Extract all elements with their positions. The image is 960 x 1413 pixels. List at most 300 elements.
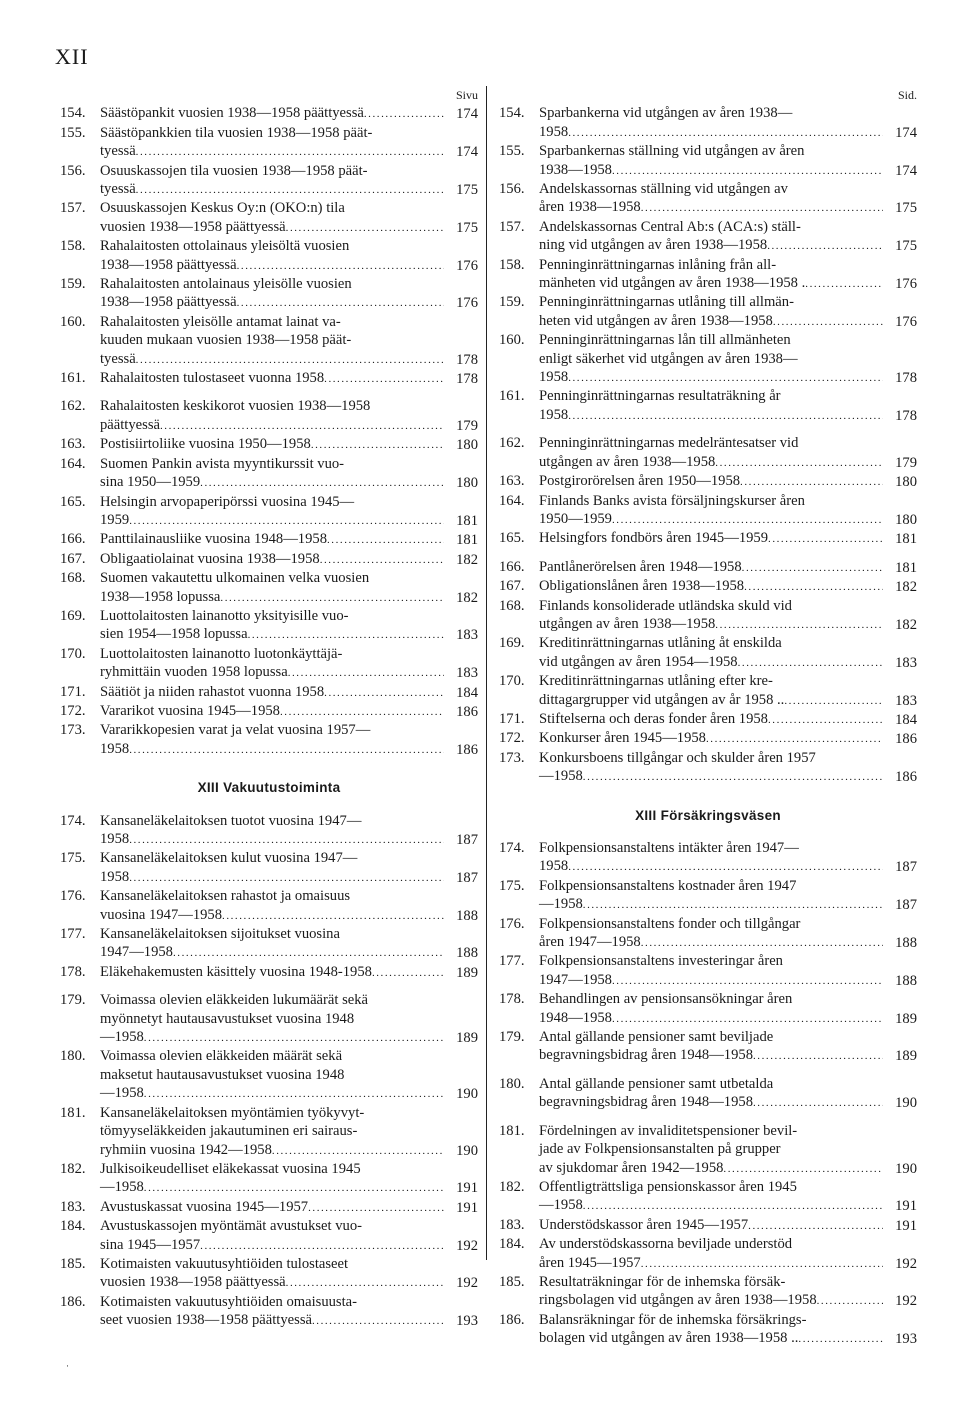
toc-entry[interactable] bbox=[60, 493, 478, 531]
entry-title-text: Kansaneläkelaitoksen kulut vuosina 1947— bbox=[100, 850, 358, 867]
entry-title-line bbox=[499, 933, 917, 952]
entry-title-line bbox=[499, 453, 917, 472]
dot-leader bbox=[715, 453, 883, 472]
entry-number: 169. bbox=[499, 635, 525, 652]
toc-entry[interactable] bbox=[499, 1235, 917, 1273]
toc-entry[interactable] bbox=[499, 104, 917, 142]
entry-title-text: utgången av åren 1938—1958 bbox=[539, 453, 716, 470]
entry-page-number: 179 bbox=[895, 454, 917, 471]
entry-title-line bbox=[60, 1028, 478, 1047]
entry-title-line bbox=[499, 1235, 917, 1253]
entry-number: 184. bbox=[60, 1218, 86, 1235]
entry-title-text: Säästöpankkien tila vuosien 1938—1958 päät- bbox=[100, 124, 373, 141]
entry-page-number: 190 bbox=[895, 1095, 917, 1112]
entry-page-number: 186 bbox=[456, 703, 478, 720]
dot-leader bbox=[740, 472, 883, 491]
group-gap bbox=[499, 425, 917, 434]
entry-title-text: —1958 bbox=[539, 1197, 583, 1214]
entry-title-line bbox=[60, 1178, 478, 1197]
entry-title-text: heten vid utgången av åren 1938—1958 bbox=[539, 312, 773, 329]
entry-title-text: åren 1947—1958 bbox=[539, 934, 641, 951]
entry-title-line bbox=[60, 991, 478, 1009]
entry-title-line bbox=[499, 877, 917, 895]
entry-title-text: enligt säkerhet vid utgången av åren 1938— bbox=[539, 350, 798, 367]
toc-entry[interactable] bbox=[60, 237, 478, 275]
entry-number: 169. bbox=[60, 607, 86, 624]
dot-leader bbox=[641, 1254, 883, 1273]
entry-title-line bbox=[60, 104, 478, 123]
entry-title-line bbox=[60, 1047, 478, 1065]
entry-title-line bbox=[60, 868, 478, 887]
entry-number: 163. bbox=[499, 473, 525, 490]
entry-title-line bbox=[499, 1291, 917, 1310]
entry-number: 179. bbox=[60, 992, 86, 1009]
toc-entry[interactable] bbox=[60, 702, 478, 721]
entry-page-number: 174 bbox=[895, 124, 917, 141]
entry-number: 186. bbox=[60, 1293, 86, 1310]
entry-title-line bbox=[499, 492, 917, 510]
toc-list-section bbox=[499, 839, 917, 1349]
entry-page-number: 192 bbox=[895, 1293, 917, 1310]
entry-page-number: 174 bbox=[456, 144, 478, 161]
toc-entry[interactable] bbox=[499, 218, 917, 256]
entry-title-text: Rahalaitosten tulostaseet vuonna 1958 bbox=[100, 370, 325, 387]
entry-number: 178. bbox=[499, 991, 525, 1008]
toc-entry[interactable] bbox=[60, 925, 478, 963]
toc-entry[interactable] bbox=[499, 597, 917, 635]
entry-title-line bbox=[60, 511, 478, 530]
toc-entry[interactable] bbox=[499, 672, 917, 710]
entry-title-line bbox=[60, 199, 478, 217]
entry-page-number: 182 bbox=[895, 579, 917, 596]
entry-title-text: vuosina 1947—1958 bbox=[100, 906, 223, 923]
dot-leader bbox=[173, 943, 444, 962]
toc-entry[interactable] bbox=[60, 530, 478, 549]
entry-title-text: vuosien 1938—1958 päättyessä bbox=[100, 218, 286, 235]
entry-title-text: Kansaneläkelaitoksen myöntämien työkyvyt- bbox=[100, 1104, 365, 1121]
entry-page-number: 175 bbox=[456, 219, 478, 236]
entry-title-line bbox=[499, 749, 917, 767]
entry-number: 168. bbox=[499, 597, 525, 614]
entry-title-line bbox=[60, 313, 478, 331]
entry-number: 157. bbox=[60, 200, 86, 217]
entry-title-text: Penninginrättningarnas lån till allmänheten bbox=[539, 332, 791, 349]
toc-entry[interactable] bbox=[499, 180, 917, 218]
entry-page-number: 174 bbox=[456, 106, 478, 123]
group-gap bbox=[499, 1066, 917, 1075]
entry-title-line bbox=[499, 104, 917, 122]
toc-entry[interactable] bbox=[60, 607, 478, 645]
entry-title-text: 1958 bbox=[539, 369, 569, 386]
entry-title-line bbox=[60, 740, 478, 759]
entry-title-line bbox=[60, 569, 478, 587]
toc-entry[interactable] bbox=[60, 124, 478, 162]
toc-list bbox=[499, 104, 917, 786]
entry-title-text: mänheten vid utgången av åren 1938—1958 . bbox=[539, 275, 806, 292]
toc-entry[interactable] bbox=[60, 550, 478, 569]
entry-title-line bbox=[60, 1066, 478, 1084]
entry-page-number: 178 bbox=[456, 351, 478, 368]
entry-page-number: 189 bbox=[895, 1048, 917, 1065]
dot-leader bbox=[641, 933, 883, 952]
toc-entry[interactable] bbox=[60, 1047, 478, 1103]
entry-title-text: Offentligträttsliga pensionskassor åren 1945 bbox=[539, 1178, 797, 1195]
entry-title-text: tyessä bbox=[100, 181, 136, 198]
toc-entry[interactable] bbox=[499, 577, 917, 596]
toc-entry[interactable] bbox=[499, 839, 917, 877]
toc-entry[interactable] bbox=[60, 683, 478, 702]
entry-page-number: 191 bbox=[895, 1198, 917, 1215]
toc-entry[interactable] bbox=[499, 293, 917, 331]
dot-leader bbox=[583, 895, 883, 914]
dot-leader bbox=[327, 530, 444, 549]
entry-number: 177. bbox=[499, 953, 525, 970]
entry-number: 157. bbox=[499, 218, 525, 235]
entry-title-text: Helsingfors fondbörs åren 1945—1959 bbox=[539, 530, 769, 547]
entry-title-text: åren 1945—1957 bbox=[539, 1254, 641, 1271]
entry-title-text: Sparbankerna vid utgången av åren 1938— bbox=[539, 105, 793, 122]
toc-entry[interactable] bbox=[499, 1311, 917, 1349]
entry-title-text: Obligationslånen åren 1938—1958 bbox=[539, 578, 745, 595]
toc-entry[interactable] bbox=[499, 142, 917, 180]
toc-entry[interactable] bbox=[60, 849, 478, 887]
toc-entry[interactable] bbox=[499, 749, 917, 787]
entry-title-line bbox=[499, 1046, 917, 1065]
entry-page-number: 186 bbox=[895, 731, 917, 748]
entry-page-number: 188 bbox=[456, 945, 478, 962]
entry-title-text: ryhmiin vuosina 1942—1958 bbox=[100, 1141, 272, 1158]
entry-title-line bbox=[499, 895, 917, 914]
entry-title-line bbox=[499, 1140, 917, 1158]
entry-page-number: 179 bbox=[456, 417, 478, 434]
entry-page-number: 178 bbox=[456, 371, 478, 388]
toc-entry[interactable] bbox=[499, 952, 917, 990]
group-gap bbox=[60, 388, 478, 397]
entry-title-line bbox=[60, 293, 478, 312]
entry-title-text: Rahalaitosten keskikorot vuosien 1938—1958 bbox=[100, 398, 371, 415]
entry-title-line bbox=[60, 416, 478, 435]
toc-entry[interactable] bbox=[499, 1273, 917, 1311]
entry-title-line bbox=[499, 1159, 917, 1178]
entry-title-text: Suomen Pankin avista myyntikurssit vuo- bbox=[100, 455, 345, 472]
entry-page-number: 178 bbox=[895, 407, 917, 424]
entry-title-line bbox=[60, 812, 478, 830]
entry-title-line bbox=[499, 1093, 917, 1112]
dot-leader bbox=[568, 368, 883, 387]
entry-title-line bbox=[499, 1196, 917, 1215]
entry-title-text: Osuuskassojen Keskus Oy:n (OKO:n) tila bbox=[100, 200, 345, 217]
entry-title-text: 1938—1958 päättyessä bbox=[100, 294, 237, 311]
dot-leader bbox=[753, 1046, 883, 1065]
entry-page-number: 181 bbox=[895, 531, 917, 548]
entry-number: 178. bbox=[60, 963, 86, 980]
page-column-header: Sid. bbox=[897, 88, 917, 102]
entry-title-line bbox=[60, 275, 478, 293]
entry-number: 158. bbox=[499, 256, 525, 273]
entry-title-line bbox=[499, 990, 917, 1008]
entry-title-line bbox=[499, 597, 917, 615]
toc-entry[interactable] bbox=[60, 887, 478, 925]
entry-page-number: 191 bbox=[456, 1180, 478, 1197]
dot-leader bbox=[612, 510, 883, 529]
entry-title-line bbox=[60, 142, 478, 161]
dot-leader bbox=[136, 350, 444, 369]
entry-title-text: Kreditinrättningarnas utlåning åt enskilda bbox=[539, 635, 782, 652]
entry-title-text: Penninginrättningarnas resultaträkning år bbox=[539, 388, 781, 405]
entry-number: 180. bbox=[499, 1075, 525, 1092]
entry-title-text: vuosien 1938—1958 päättyessä bbox=[100, 1274, 286, 1291]
entry-title-text: tyessä bbox=[100, 143, 136, 160]
toc-entry[interactable] bbox=[60, 991, 478, 1047]
toc-entry[interactable] bbox=[499, 331, 917, 387]
entry-title-text: Antal gällande pensioner samt beviljade bbox=[539, 1029, 774, 1046]
toc-entry[interactable] bbox=[60, 455, 478, 493]
entry-number: 170. bbox=[60, 645, 86, 662]
toc-entry[interactable] bbox=[499, 990, 917, 1028]
dot-leader bbox=[288, 663, 444, 682]
toc-entry[interactable] bbox=[60, 313, 478, 369]
dot-leader bbox=[272, 1141, 444, 1160]
entry-title-line bbox=[499, 256, 917, 274]
entry-title-line bbox=[499, 729, 917, 748]
dot-leader bbox=[715, 615, 883, 634]
entry-page-number: 176 bbox=[895, 313, 917, 330]
entry-title-line bbox=[499, 653, 917, 672]
entry-title-line bbox=[499, 1311, 917, 1329]
entry-title-text: 1948—1958 bbox=[539, 1009, 612, 1026]
entry-title-line bbox=[60, 256, 478, 275]
entry-page-number: 176 bbox=[895, 276, 917, 293]
entry-title-line bbox=[60, 663, 478, 682]
entry-number: 184. bbox=[499, 1236, 525, 1253]
entry-title-line bbox=[499, 350, 917, 368]
dot-leader bbox=[136, 180, 444, 199]
dot-leader bbox=[129, 868, 444, 887]
entry-title-line bbox=[499, 161, 917, 180]
entry-number: 156. bbox=[60, 162, 86, 179]
entry-title-text: Antal gällande pensioner samt utbetalda bbox=[539, 1075, 774, 1092]
dot-leader bbox=[144, 1084, 444, 1103]
entry-number: 173. bbox=[499, 749, 525, 766]
toc-entry[interactable] bbox=[499, 729, 917, 748]
entry-number: 186. bbox=[499, 1311, 525, 1328]
entry-page-number: 189 bbox=[895, 1010, 917, 1027]
toc-entry[interactable] bbox=[60, 1217, 478, 1255]
entry-title-text: 1947—1958 bbox=[100, 944, 173, 961]
toc-entry[interactable] bbox=[499, 387, 917, 425]
entry-title-line bbox=[499, 1216, 917, 1235]
entry-title-line bbox=[499, 236, 917, 255]
entry-title-text: begravningsbidrag åren 1948—1958 bbox=[539, 1047, 753, 1064]
entry-number: 154. bbox=[60, 105, 86, 122]
toc-entry[interactable] bbox=[60, 104, 478, 123]
dot-leader bbox=[742, 558, 883, 577]
entry-title-text: 1958 bbox=[100, 868, 130, 885]
entry-title-line bbox=[60, 1236, 478, 1255]
toc-entry[interactable] bbox=[60, 645, 478, 683]
entry-title-line bbox=[499, 142, 917, 160]
toc-entry[interactable] bbox=[499, 1216, 917, 1235]
group-gap bbox=[499, 1113, 917, 1122]
entry-number: 182. bbox=[60, 1160, 86, 1177]
entry-title-text: 1938—1958 lopussa bbox=[100, 588, 221, 605]
entry-title-text: Säästöpankit vuosien 1938—1958 päättyessä bbox=[100, 105, 364, 122]
toc-entry[interactable] bbox=[60, 435, 478, 454]
toc-entry[interactable] bbox=[499, 1122, 917, 1178]
entry-title-line bbox=[499, 839, 917, 857]
entry-page-number: 186 bbox=[895, 769, 917, 786]
toc-entry[interactable] bbox=[60, 162, 478, 200]
toc-entry[interactable] bbox=[60, 369, 478, 388]
entry-page-number: 180 bbox=[456, 475, 478, 492]
dot-leader bbox=[237, 256, 444, 275]
entry-title-text: kuuden mukaan vuosien 1938—1958 päät- bbox=[100, 332, 352, 349]
toc-entry[interactable] bbox=[60, 1104, 478, 1160]
toc-entry[interactable] bbox=[499, 434, 917, 472]
entry-title-line bbox=[60, 1198, 478, 1217]
entry-title-text: sina 1950—1959 bbox=[100, 474, 201, 491]
entry-title-text: vid utgången av åren 1954—1958 bbox=[539, 653, 738, 670]
entry-title-line bbox=[60, 124, 478, 142]
dot-leader bbox=[220, 588, 444, 607]
entry-number: 159. bbox=[60, 276, 86, 293]
entry-page-number: 182 bbox=[456, 551, 478, 568]
entry-title-line bbox=[60, 721, 478, 739]
entry-title-text: maksetut hautausavustukset vuosina 1948 bbox=[100, 1066, 345, 1083]
toc-entry[interactable] bbox=[499, 634, 917, 672]
entry-title-text: myönnetyt hautausavustukset vuosina 1948 bbox=[100, 1010, 355, 1027]
dot-leader bbox=[129, 830, 444, 849]
toc-entry[interactable] bbox=[60, 199, 478, 237]
entry-number: 185. bbox=[60, 1255, 86, 1272]
entry-number: 156. bbox=[499, 181, 525, 198]
toc-entry[interactable] bbox=[499, 558, 917, 577]
entry-title-text: Penninginrättningarnas utlåning till allmän- bbox=[539, 294, 794, 311]
toc-entry[interactable] bbox=[60, 275, 478, 313]
entry-page-number: 188 bbox=[895, 972, 917, 989]
entry-page-number: 182 bbox=[895, 616, 917, 633]
entry-title-line bbox=[499, 368, 917, 387]
toc-entry[interactable] bbox=[60, 397, 478, 435]
entry-title-line bbox=[499, 274, 917, 293]
toc-entry[interactable] bbox=[499, 492, 917, 530]
entry-number: 173. bbox=[60, 722, 86, 739]
entry-title-line bbox=[60, 588, 478, 607]
toc-entry[interactable] bbox=[499, 1028, 917, 1066]
toc-entry[interactable] bbox=[499, 529, 917, 548]
entry-number: 168. bbox=[60, 570, 86, 587]
entry-title-line bbox=[60, 943, 478, 962]
dot-leader bbox=[568, 857, 883, 876]
toc-entry[interactable] bbox=[60, 1255, 478, 1293]
entry-page-number: 176 bbox=[456, 257, 478, 274]
toc-entry[interactable] bbox=[499, 1075, 917, 1113]
entry-title-text: 1950—1959 bbox=[539, 510, 612, 527]
entry-title-line bbox=[499, 767, 917, 786]
entry-number: 162. bbox=[60, 398, 86, 415]
dot-leader bbox=[784, 691, 883, 710]
entry-title-line bbox=[60, 1010, 478, 1028]
entry-title-text: Folkpensionsanstaltens fonder och tillgångar bbox=[539, 915, 801, 932]
dot-leader bbox=[748, 1216, 883, 1235]
entry-number: 181. bbox=[499, 1122, 525, 1139]
toc-entry[interactable] bbox=[60, 1160, 478, 1198]
entry-page-number: 181 bbox=[895, 559, 917, 576]
toc-entry[interactable] bbox=[60, 721, 478, 759]
toc-entry[interactable] bbox=[60, 1293, 478, 1331]
toc-entry[interactable] bbox=[60, 812, 478, 850]
toc-list bbox=[60, 104, 478, 759]
entry-title-line bbox=[499, 218, 917, 236]
entry-title-line bbox=[60, 493, 478, 511]
entry-number: 175. bbox=[60, 850, 86, 867]
entry-title-text: bolagen vid utgången av åren 1938—1958 .. bbox=[539, 1330, 799, 1347]
entry-title-line bbox=[60, 906, 478, 925]
entry-page-number: 191 bbox=[895, 1217, 917, 1234]
entry-page-number: 192 bbox=[895, 1255, 917, 1272]
toc-entry[interactable] bbox=[60, 963, 478, 982]
toc-entry[interactable] bbox=[499, 915, 917, 953]
entry-page-number: 190 bbox=[895, 1160, 917, 1177]
entry-title-text: Luottolaitosten lainanotto luotonkäyttäjä- bbox=[100, 645, 343, 662]
entry-title-line bbox=[499, 1273, 917, 1291]
swedish-column bbox=[499, 86, 917, 1349]
entry-title-line bbox=[60, 473, 478, 492]
entry-title-text: Pantlånerörelsen åren 1948—1958 bbox=[539, 558, 742, 575]
entry-title-text: —1958 bbox=[100, 1179, 144, 1196]
entry-number: 163. bbox=[60, 436, 86, 453]
entry-title-text: Luottolaitosten lainanotto yksityisille vuo- bbox=[100, 607, 349, 624]
entry-title-text: Konkursboens tillgångar och skulder åren 1957 bbox=[539, 749, 816, 766]
toc-entry[interactable] bbox=[60, 569, 478, 607]
entry-title-line bbox=[499, 710, 917, 729]
toc-entry[interactable] bbox=[499, 877, 917, 915]
entry-title-line bbox=[60, 550, 478, 569]
entry-title-text: Stiftelserna och deras fonder åren 1958 bbox=[539, 710, 768, 727]
entry-title-text: 1958 bbox=[539, 406, 569, 423]
entry-title-line bbox=[499, 198, 917, 217]
dot-leader bbox=[324, 369, 444, 388]
toc-entry[interactable] bbox=[60, 1198, 478, 1217]
entry-title-line bbox=[499, 1329, 917, 1348]
dot-leader bbox=[200, 1236, 444, 1255]
entry-title-line bbox=[60, 350, 478, 369]
toc-entry[interactable] bbox=[499, 256, 917, 294]
entry-title-text: ringsbolagen vid utgången av åren 1938—1958 bbox=[539, 1292, 817, 1309]
entry-title-line bbox=[60, 607, 478, 625]
dot-leader bbox=[568, 406, 883, 425]
dot-leader bbox=[248, 625, 444, 644]
toc-entry[interactable] bbox=[499, 472, 917, 491]
dot-leader bbox=[144, 1178, 444, 1197]
toc-entry[interactable] bbox=[499, 1178, 917, 1216]
toc-entry[interactable] bbox=[499, 710, 917, 729]
entry-number: 159. bbox=[499, 294, 525, 311]
entry-page-number: 180 bbox=[895, 474, 917, 491]
dot-leader bbox=[706, 729, 883, 748]
entry-title-text: Sparbankernas ställning vid utgången av åren bbox=[539, 143, 805, 160]
finnish-column bbox=[60, 86, 478, 1331]
entry-page-number: 183 bbox=[895, 692, 917, 709]
entry-title-text: Voimassa olevien eläkkeiden määrät sekä bbox=[100, 1048, 343, 1065]
entry-title-line bbox=[499, 180, 917, 198]
dot-leader bbox=[768, 710, 883, 729]
entry-title-text: Av understödskassorna beviljade understöd bbox=[539, 1236, 793, 1253]
entry-number: 185. bbox=[499, 1273, 525, 1290]
entry-title-text: Kansaneläkelaitoksen sijoitukset vuosina bbox=[100, 926, 340, 943]
entry-title-line bbox=[499, 123, 917, 142]
dot-leader bbox=[160, 416, 444, 435]
